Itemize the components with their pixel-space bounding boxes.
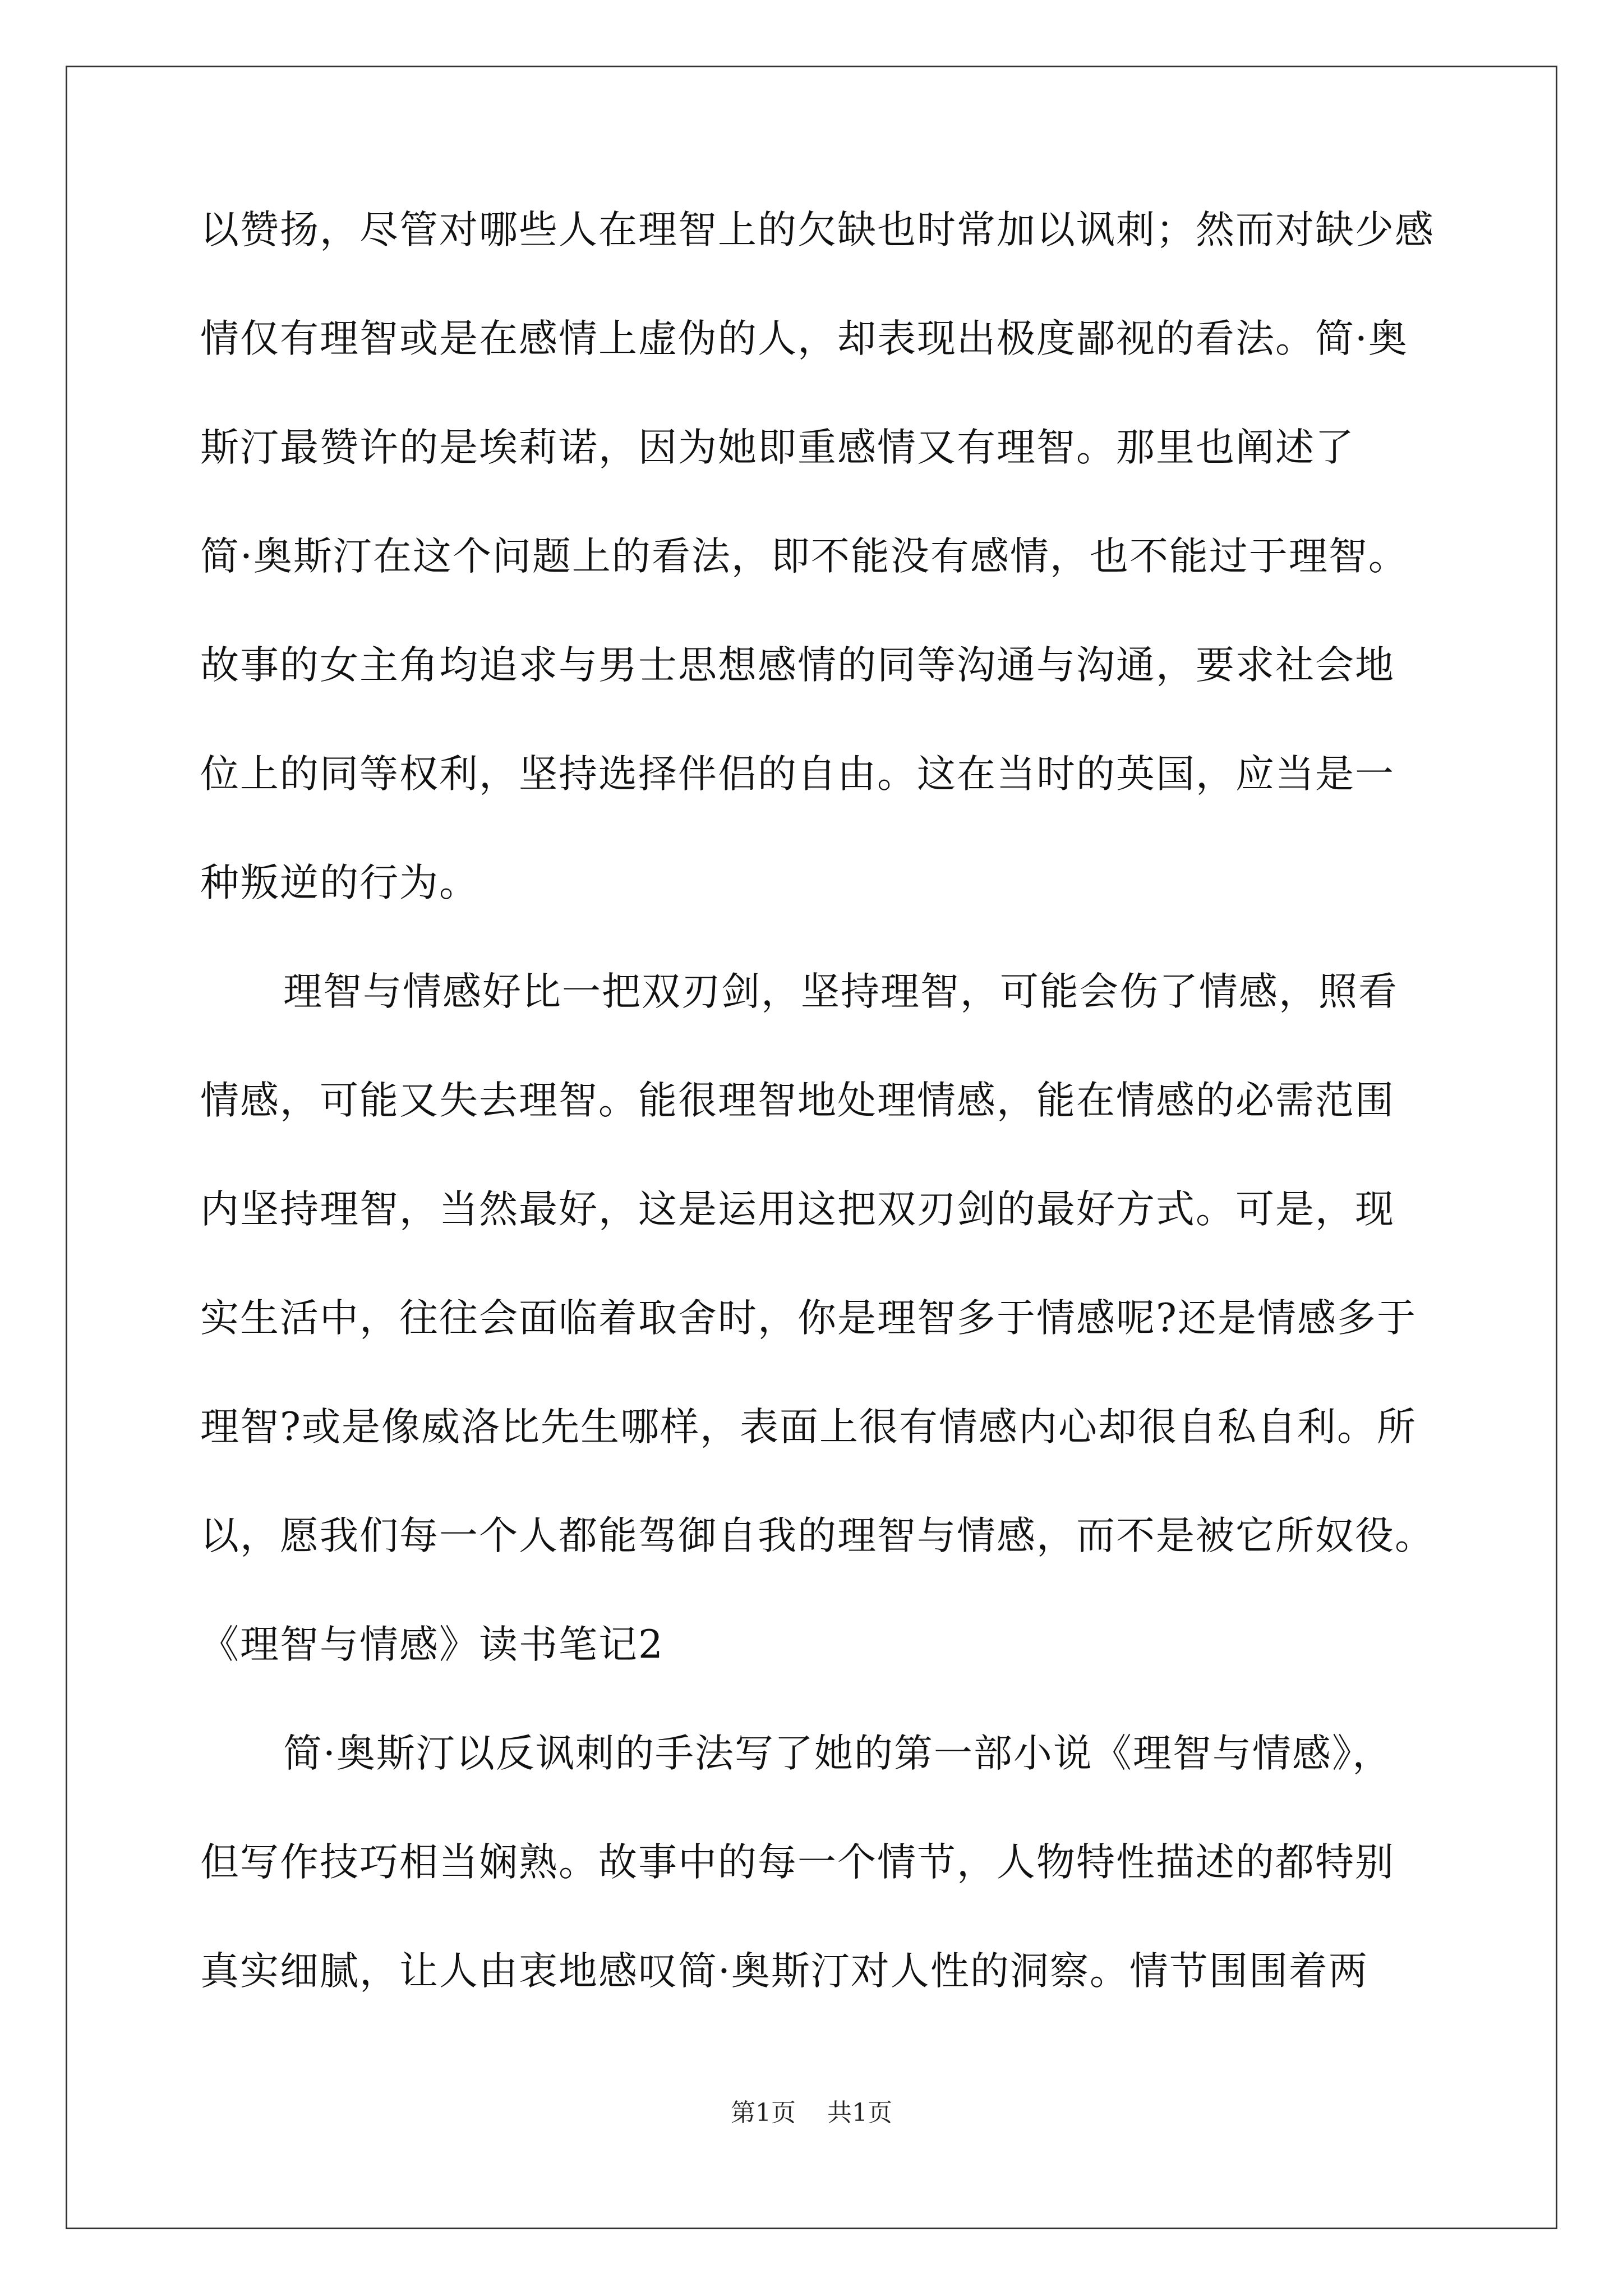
text-line-16: 但写作技巧相当娴熟。故事中的每一个情节，人物特性描述的都特别 xyxy=(200,1840,1395,1885)
text-line-4: 简·奥斯汀在这个问题上的看法，即不能没有感情，也不能过于理智。 xyxy=(200,534,1408,579)
text-line-1: 以赞扬，尽管对哪些人在理智上的欠缺也时常加以讽刺；然而对缺少感 xyxy=(200,208,1435,252)
text-line-13: 以，愿我们每一个人都能驾御自我的理智与情感，而不是被它所奴役。 xyxy=(200,1513,1435,1558)
page-border xyxy=(66,66,1557,2229)
text-line-9: 情感，可能又失去理智。能很理智地处理情感，能在情感的必需范围 xyxy=(200,1078,1395,1123)
text-line-2: 情仅有理智或是在感情上虚伪的人，却表现出极度鄙视的看法。简·奥 xyxy=(200,316,1408,361)
text-line-3: 斯汀最赞许的是埃莉诺，因为她即重感情又有理智。那里也阐述了 xyxy=(200,425,1355,470)
paragraph-start-line-2: 简·奥斯汀以反讽刺的手法写了她的第一部小说《理智与情感》， xyxy=(283,1731,1393,1776)
text-line-5: 故事的女主角均追求与男士思想感情的同等沟通与沟通，要求社会地 xyxy=(200,643,1395,688)
text-line-12: 理智?或是像威洛比先生哪样，表面上很有情感内心却很自私自利。所 xyxy=(200,1405,1417,1450)
text-line-10: 内坚持理智，当然最好，这是运用这把双刃剑的最好方式。可是，现 xyxy=(200,1187,1395,1232)
paragraph-start-line: 理智与情感好比一把双刃剑，坚持理智，可能会伤了情感，照看 xyxy=(283,969,1398,1014)
page-footer: 第1页 共1页 xyxy=(731,2099,892,2127)
text-line-7: 种叛逆的行为。 xyxy=(200,861,479,905)
section-heading: 《理智与情感》读书笔记2 xyxy=(200,1622,664,1667)
text-line-11: 实生活中，往往会面临着取舍时，你是理智多于情感呢?还是情感多于 xyxy=(200,1296,1417,1341)
text-line-6: 位上的同等权利，坚持选择伴侣的自由。这在当时的英国，应当是一 xyxy=(200,752,1395,797)
text-line-17: 真实细腻，让人由衷地感叹简·奥斯汀对人性的洞察。情节围围着两 xyxy=(200,1949,1368,1994)
